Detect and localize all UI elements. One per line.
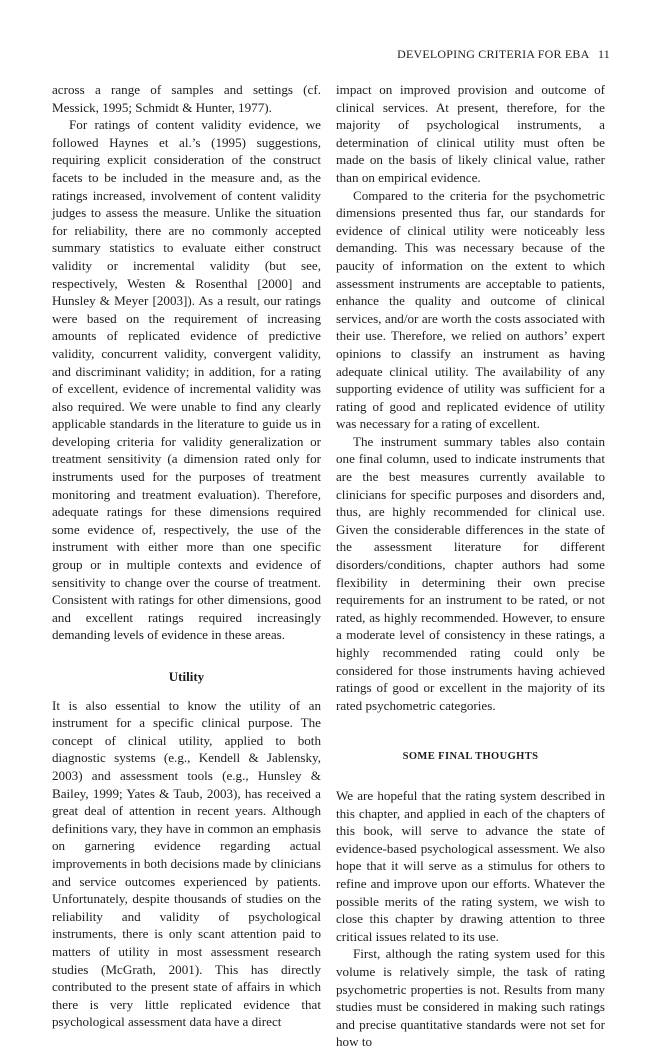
running-head [397,47,610,62]
right-column [336,81,605,1051]
paragraph: Compared to the criteria for the psychometric dimensions presented thus far, our standards for evidence of clinical utility were noticeably less demanding. This was necessary because of the paucity of information on the extent to which assessment instruments are acceptable to patients, enhance the quality and outcome of clinical services, and/or are worth the costs associated with their use. Therefore, we relied on authors’ expert opinions to classify an instrument as having adequate clinical utility. The availability of any supporting evidence of utility was sufficient for a rating of good and replicated evidence of utility was necessary for a rating of excellent. [336,187,605,432]
left-column [52,81,321,1031]
paragraph: across a range of samples and settings (cf. Messick, 1995; Schmidt & Hunter, 1977). [52,82,321,115]
paragraph: We are hopeful that the rating system described in this chapter, and applied in each of the chapters of this book, will serve to advance the state of evidence-based psychological assessment. We also hope that it will serve as a stimulus for others to refine and improve upon our efforts. Whatever the possible merits of the rating system, we wish to close this chapter by drawing attention to three critical issues related to its use. [336,787,605,944]
section-heading-utility: Utility [168,669,205,684]
page-number: 11 [598,47,610,61]
paragraph: For ratings of content validity evidence, we followed Haynes et al.’s (1995) suggestions, requiring explicit consideration of the construct facets to be included in the measure and, as the ratings increased, involvement of content validity judges to assess the measure. Unlike the situation for reliability, there are no commonly accepted summary statistics to evaluate either construct validity or incremental validity (but see, respectively, Westen & Rosenthal [2000] and Hunsley & Meyer [2003]). As a result, our ratings were based on the requirement of increasing amounts of replicated evidence of predictive validity, concurrent validity, convergent validity, and discriminant validity; in addition, for a rating of excellent, evidence of incremental validity was also required. We were unable to find any clearly applicable standards in the literature to guide us in developing criteria for validity generalization or treatment sensitivity (a dimension rated only for instruments used for the purposes of treatment monitoring and treatment evaluation). Therefore, adequate ratings for these dimensions required some evidence of, respectively, the use of the instrument with either more than one specific group or in multiple contexts and evidence of sensitivity to change over the course of treatment. Consistent with ratings for other dimensions, good and excellent ratings required increasingly demanding levels of evidence in these areas. [52,117,321,643]
paragraph: First, although the rating system used for this volume is relatively simple, the task of rating psychometric properties is not. Results from many studies must be considered in making such ratings and precise quantitative standards were not set for how to [336,946,605,1050]
paragraph: The instrument summary tables also contain one final column, used to indicate instruments that are the best measures currently available to clinicians for specific purposes and disorders and, thus, are highly recommended for clinical use. Given the considerable differences in the state of the assessment literature for different disorders/conditions, chapter authors had some flexibility in determining their own precise requirements for an instrument to be rated, or not rated, as highly recommended. However, to ensure a moderate level of consistency in these ratings, a highly recommended rating could only be considered for those instruments having achieved ratings of good or excellent in the majority of its rated psychometric categories. [336,433,605,713]
running-head-title: DEVELOPING CRITERIA FOR EBA [397,47,589,61]
paragraph: impact on improved provision and outcome of clinical services. At present, therefore, for the majority of psychological instruments, a determination of clinical utility must often be made on the basis of likely clinical value, rather than on empirical evidence. [336,82,605,185]
section-heading-final-thoughts: SOME FINAL THOUGHTS [402,751,539,763]
paragraph: It is also essential to know the utility of an instrument for a specific clinical purpose. The concept of clinical utility, applied to both diagnostic systems (e.g., Kendell & Jablensky, 2003) and assessment tools (e.g., Hunsley & Bailey, 1999; Yates & Taub, 2003), has received a great deal of attention in recent years. Although definitions vary, they have in common an emphasis on garnering evidence regarding actual improvements in both decisions made by clinicians and service outcomes experienced by patients. Unfortunately, despite thousands of studies on the reliability and validity of psychological instruments, there is only scant attention paid to matters of utility in most assessment research studies (McGrath, 2001). This has directly contributed to the present state of affairs in which there is very little replicated evidence that psychological assessment data have a direct [52,697,321,1030]
